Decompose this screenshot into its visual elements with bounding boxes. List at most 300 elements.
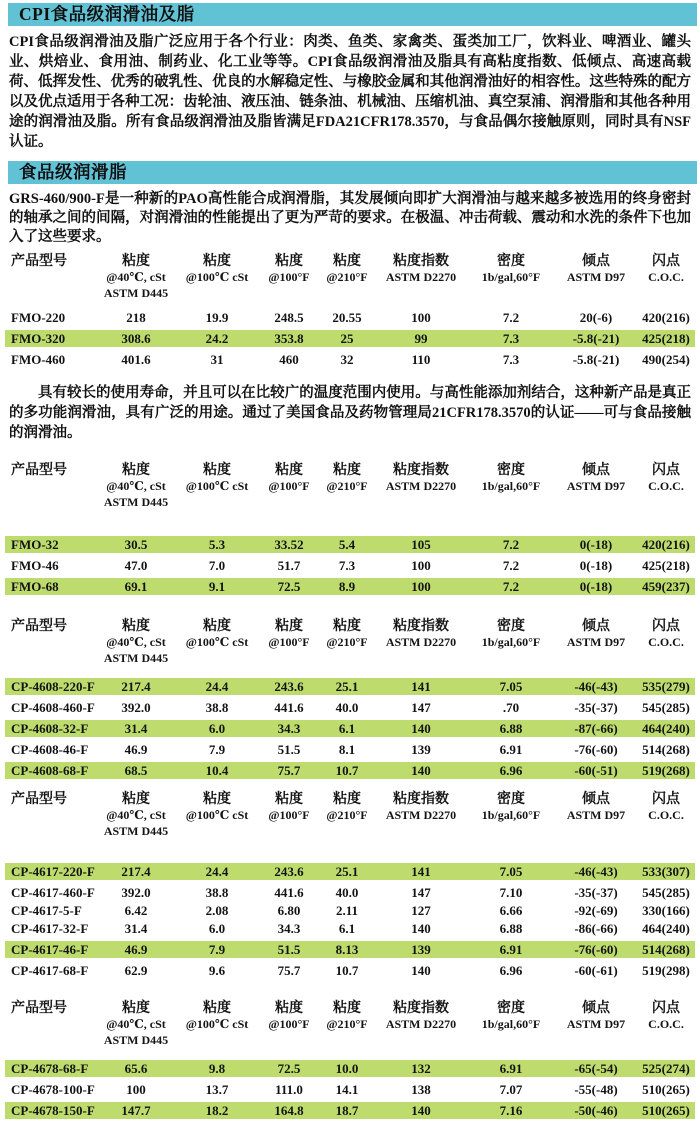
value-cell: 490(254) [642, 352, 690, 367]
col-header: C.O.C. [648, 1016, 684, 1031]
table-row-CP-4678-100-F [5, 1081, 695, 1098]
product-model: FMO-32 [11, 537, 59, 552]
table-header [0, 459, 700, 510]
value-cell: 6.0 [208, 921, 226, 936]
table-row-CP-4608-32-F [5, 720, 695, 737]
value-cell: 7.2 [502, 558, 520, 573]
col-header: ASTM D2270 [385, 634, 457, 649]
col-header: 密度 [497, 253, 525, 269]
value-cell: -55(-48) [574, 1082, 618, 1097]
value-cell: 38.8 [205, 700, 229, 715]
value-cell: -60(-61) [574, 963, 618, 978]
product-model: CP-4678-68-F [11, 1061, 89, 1076]
col-header: @100°F [268, 269, 310, 284]
col-header: ASTM D445 [103, 1032, 169, 1047]
product-model: CP-4617-32-F [11, 921, 89, 936]
header-line-3 [5, 650, 695, 666]
product-model: CP-4617-460-F [11, 885, 95, 900]
value-cell: 353.8 [274, 331, 304, 346]
header-line-3 [5, 285, 695, 301]
value-cell: 147.7 [121, 1103, 151, 1118]
value-cell: 65.6 [124, 1061, 148, 1076]
col-header: @100°F [268, 807, 310, 822]
table-row-CP-4678-150-F [5, 1102, 695, 1119]
col-header: 粘度指数 [393, 618, 449, 634]
header-line-2 [5, 1016, 695, 1032]
col-header: @100℃ cSt [185, 478, 249, 493]
value-cell: 2.11 [335, 903, 359, 918]
value-cell: 6.96 [499, 763, 523, 778]
table-row-FMO-46 [5, 557, 695, 574]
value-cell: 31 [210, 352, 224, 367]
header-line-1 [5, 250, 695, 269]
value-cell: 464(240) [642, 721, 690, 736]
col-header: 1b/gal,60°F [481, 478, 541, 493]
spec-table-cp4608 [0, 615, 700, 779]
product-model: FMO-68 [11, 579, 59, 594]
value-cell: 7.2 [502, 310, 520, 325]
product-col-header: 产品型号 [11, 462, 67, 478]
table-row-FMO-460 [5, 351, 695, 368]
header-line-2 [5, 634, 695, 650]
col-header: ASTM D2270 [385, 1016, 457, 1031]
col-header: 粘度 [122, 618, 150, 634]
section-banner-grease [8, 161, 697, 184]
value-cell: 519(298) [642, 963, 690, 978]
value-cell: 69.1 [124, 579, 148, 594]
value-cell: 38.8 [205, 885, 229, 900]
col-header: @210°F [326, 807, 368, 822]
section-title-main: CPI食品级润滑油及脂 [19, 4, 195, 24]
table-row-FMO-220 [5, 309, 695, 326]
value-cell: 100 [411, 558, 431, 573]
value-cell: 139 [411, 942, 431, 957]
col-header: @100℃ cSt [185, 1016, 249, 1031]
col-header: 1b/gal,60°F [481, 634, 541, 649]
value-cell: 9.1 [208, 579, 226, 594]
value-cell: 141 [411, 679, 431, 694]
value-cell: 10.4 [205, 763, 229, 778]
value-cell: 6.80 [277, 903, 301, 918]
value-cell: 441.6 [274, 885, 304, 900]
value-cell: 140 [411, 1103, 431, 1118]
product-model: CP-4608-220-F [11, 679, 95, 694]
value-cell: 6.91 [499, 1061, 523, 1076]
value-cell: -35(-37) [574, 885, 618, 900]
col-header: 闪点 [652, 618, 680, 634]
value-cell: 6.1 [338, 721, 356, 736]
table-header [0, 788, 700, 839]
product-model: CP-4608-68-F [11, 763, 89, 778]
value-cell: -46(-43) [574, 864, 618, 879]
value-cell: 19.9 [205, 310, 229, 325]
value-cell: 243.6 [274, 679, 304, 694]
col-header: 倾点 [582, 1000, 610, 1016]
col-header: @40℃, cSt [106, 269, 166, 284]
value-cell: 7.3 [502, 331, 520, 346]
value-cell: 9.8 [208, 1061, 226, 1076]
value-cell: 10.7 [335, 763, 359, 778]
value-cell: 132 [411, 1061, 431, 1076]
value-cell: 31.4 [124, 721, 148, 736]
product-model: CP-4617-46-F [11, 942, 89, 957]
value-cell: 25.1 [335, 679, 359, 694]
value-cell: 330(166) [642, 903, 690, 918]
value-cell: 13.7 [205, 1082, 229, 1097]
value-cell: 7.05 [499, 864, 523, 879]
table-row-CP-4617-68-F [5, 962, 695, 979]
value-cell: 6.91 [499, 742, 523, 757]
table-row-CP-4617-5-F [5, 902, 695, 919]
product-col-header: 产品型号 [11, 253, 67, 269]
col-header: @210°F [326, 478, 368, 493]
value-cell: 47.0 [124, 558, 148, 573]
table-row-CP-4608-220-F [5, 678, 695, 695]
value-cell: 100 [411, 310, 431, 325]
value-cell: 51.5 [277, 742, 301, 757]
value-cell: 138 [411, 1082, 431, 1097]
product-col-header: 产品型号 [11, 1000, 67, 1016]
value-cell: 147 [411, 700, 431, 715]
table-row-CP-4608-68-F [5, 762, 695, 779]
col-header: ASTM D2270 [385, 269, 457, 284]
value-cell: 105 [411, 537, 431, 552]
table-row-CP-4678-68-F [5, 1060, 695, 1077]
value-cell: -5.8(-21) [572, 331, 620, 346]
value-cell: 10.7 [335, 963, 359, 978]
value-cell: 308.6 [121, 331, 151, 346]
value-cell: 20(-6) [579, 310, 613, 325]
value-cell: 24.2 [205, 331, 229, 346]
value-cell: 392.0 [121, 885, 151, 900]
value-cell: 2.08 [205, 903, 229, 918]
value-cell: 6.91 [499, 942, 523, 957]
value-cell: 401.6 [121, 352, 151, 367]
col-header: 倾点 [582, 791, 610, 807]
value-cell: 5.3 [208, 537, 226, 552]
value-cell: 164.8 [274, 1103, 304, 1118]
table-rows [0, 1060, 700, 1119]
value-cell: 525(274) [642, 1061, 690, 1076]
col-header: 密度 [497, 618, 525, 634]
product-model: CP-4617-5-F [11, 903, 82, 918]
table-row-CP-4617-220-F [5, 863, 695, 880]
col-header: 1b/gal,60°F [481, 807, 541, 822]
product-model: FMO-220 [11, 310, 66, 325]
product-model: CP-4608-46-F [11, 742, 89, 757]
col-header: 粘度 [275, 253, 303, 269]
col-header: ASTM D97 [566, 478, 626, 493]
value-cell: 0(-18) [579, 579, 613, 594]
header-line-3 [5, 823, 695, 839]
value-cell: 7.07 [499, 1082, 523, 1097]
table-header [0, 997, 700, 1048]
value-cell: 7.0 [208, 558, 226, 573]
value-cell: -50(-46) [574, 1103, 618, 1118]
col-header: @100℃ cSt [185, 634, 249, 649]
value-cell: 18.2 [205, 1103, 229, 1118]
value-cell: 25 [340, 331, 354, 346]
value-cell: 217.4 [121, 679, 151, 694]
value-cell: 100 [411, 579, 431, 594]
col-header: ASTM D97 [566, 269, 626, 284]
value-cell: 141 [411, 864, 431, 879]
col-header: 密度 [497, 1000, 525, 1016]
product-col-header: 产品型号 [11, 791, 67, 807]
value-cell: 75.7 [277, 763, 301, 778]
value-cell: 514(268) [642, 742, 690, 757]
header-line-2 [5, 269, 695, 285]
table-row-CP-4617-32-F [5, 920, 695, 937]
value-cell: 5.4 [338, 537, 356, 552]
col-header: 粘度 [122, 462, 150, 478]
header-line-1 [5, 788, 695, 807]
value-cell: 218 [126, 310, 146, 325]
product-model: CP-4608-32-F [11, 721, 89, 736]
col-header: 粘度指数 [393, 253, 449, 269]
value-cell: 243.6 [274, 864, 304, 879]
col-header: 粘度指数 [393, 791, 449, 807]
col-header: ASTM D97 [566, 807, 626, 822]
value-cell: -92(-69) [574, 903, 618, 918]
value-cell: 40.0 [335, 885, 359, 900]
value-cell: 31.4 [124, 921, 148, 936]
col-header: @100°F [268, 478, 310, 493]
col-header: @40℃, cSt [106, 634, 166, 649]
value-cell: 510(265) [642, 1103, 690, 1118]
header-line-1 [5, 997, 695, 1016]
value-cell: 18.7 [335, 1103, 359, 1118]
value-cell: -65(-54) [574, 1061, 618, 1076]
header-line-1 [5, 459, 695, 478]
col-header: 粘度 [333, 1000, 361, 1016]
value-cell: -76(-60) [574, 942, 618, 957]
col-header: 粘度 [333, 618, 361, 634]
col-header: 粘度 [203, 791, 231, 807]
table-row-CP-4617-46-F [5, 941, 695, 958]
grease-paragraph: GRS-460/900-F是一种新的PAO高性能合成润滑脂，其发展倾向即扩大润滑油与越来越多被选用的终身密封的轴承之间的间隔，对润滑油的性能提出了更为严苛的要求。在极温、冲击荷载、震动和水洗的条件下也加入了这些要求。 [9, 191, 691, 245]
value-cell: 545(285) [642, 885, 690, 900]
value-cell: 62.9 [124, 963, 148, 978]
value-cell: 7.2 [502, 579, 520, 594]
value-cell: 464(240) [642, 921, 690, 936]
value-cell: 248.5 [274, 310, 304, 325]
value-cell: 514(268) [642, 942, 690, 957]
value-cell: 6.42 [124, 903, 148, 918]
value-cell: 7.10 [499, 885, 523, 900]
col-header: 粘度指数 [393, 1000, 449, 1016]
value-cell: 32 [340, 352, 354, 367]
header-line-3 [5, 1032, 695, 1048]
value-cell: 533(307) [642, 864, 690, 879]
value-cell: 25.1 [335, 864, 359, 879]
spec-table-fmo-light [0, 459, 700, 595]
value-cell: 6.88 [499, 921, 523, 936]
value-cell: 420(216) [642, 537, 690, 552]
product-model: CP-4678-150-F [11, 1103, 95, 1118]
col-header: 粘度 [203, 1000, 231, 1016]
section-banner-main [8, 3, 697, 26]
value-cell: 420(216) [642, 310, 690, 325]
col-header: 粘度 [122, 791, 150, 807]
product-model: CP-4617-68-F [11, 963, 89, 978]
value-cell: 425(218) [642, 558, 690, 573]
value-cell: 0(-18) [579, 558, 613, 573]
value-cell: 46.9 [124, 742, 148, 757]
table-row-CP-4617-460-F [5, 884, 695, 901]
section-title-grease: 食品级润滑脂 [19, 162, 127, 182]
col-header: @100°F [268, 1016, 310, 1031]
value-cell: 392.0 [121, 700, 151, 715]
product-model: CP-4608-460-F [11, 700, 95, 715]
col-header: 粘度 [122, 1000, 150, 1016]
col-header: 粘度指数 [393, 462, 449, 478]
col-header: ASTM D97 [566, 634, 626, 649]
spec-table-cp4617 [0, 788, 700, 979]
value-cell: 7.3 [338, 558, 356, 573]
header-line-3 [5, 494, 695, 510]
value-cell: 30.5 [124, 537, 148, 552]
value-cell: 7.16 [499, 1103, 523, 1118]
value-cell: 24.4 [205, 864, 229, 879]
table-row-FMO-32 [5, 536, 695, 553]
col-header: ASTM D2270 [385, 478, 457, 493]
value-cell: 40.0 [335, 700, 359, 715]
col-header: 倾点 [582, 253, 610, 269]
value-cell: 6.96 [499, 963, 523, 978]
value-cell: 6.66 [499, 903, 523, 918]
value-cell: 7.9 [208, 942, 226, 957]
value-cell: 441.6 [274, 700, 304, 715]
col-header: @40℃, cSt [106, 478, 166, 493]
value-cell: 519(268) [642, 763, 690, 778]
col-header: C.O.C. [648, 269, 684, 284]
header-line-1 [5, 615, 695, 634]
value-cell: 110 [411, 352, 431, 367]
table-header [0, 615, 700, 666]
col-header: ASTM D445 [103, 285, 169, 300]
col-header: 密度 [497, 791, 525, 807]
value-cell: 111.0 [275, 1082, 303, 1097]
col-header: ASTM D445 [103, 494, 169, 509]
col-header: @100°F [268, 634, 310, 649]
value-cell: 7.05 [499, 679, 523, 694]
col-header: 粘度 [275, 618, 303, 634]
col-header: 闪点 [652, 253, 680, 269]
table-rows [0, 678, 700, 779]
col-header: 粘度 [275, 791, 303, 807]
table-rows [0, 309, 700, 368]
col-header: C.O.C. [648, 634, 684, 649]
value-cell: 46.9 [124, 942, 148, 957]
value-cell: 7.9 [208, 742, 226, 757]
value-cell: -87(-66) [574, 721, 618, 736]
col-header: C.O.C. [648, 807, 684, 822]
value-cell: 7.3 [502, 352, 520, 367]
value-cell: 100 [126, 1082, 146, 1097]
value-cell: -86(-66) [574, 921, 618, 936]
value-cell: 8.9 [338, 579, 356, 594]
col-header: ASTM D2270 [385, 807, 457, 822]
value-cell: 99 [414, 331, 428, 346]
table-rows [0, 536, 700, 595]
col-header: 粘度 [122, 253, 150, 269]
col-header: @100℃ cSt [185, 807, 249, 822]
col-header: 粘度 [333, 253, 361, 269]
value-cell: 139 [411, 742, 431, 757]
value-cell: 140 [411, 763, 431, 778]
value-cell: -35(-37) [574, 700, 618, 715]
value-cell: 10.0 [335, 1061, 359, 1076]
value-cell: 6.0 [208, 721, 226, 736]
value-cell: 140 [411, 963, 431, 978]
col-header: 1b/gal,60°F [481, 269, 541, 284]
header-line-2 [5, 807, 695, 823]
value-cell: -46(-43) [574, 679, 618, 694]
col-header: 倾点 [582, 618, 610, 634]
col-header: @40℃, cSt [106, 1016, 166, 1031]
col-header: ASTM D97 [566, 1016, 626, 1031]
value-cell: 140 [411, 921, 431, 936]
value-cell: 24.4 [205, 679, 229, 694]
value-cell: 51.7 [277, 558, 301, 573]
col-header: 闪点 [652, 1000, 680, 1016]
value-cell: 147 [411, 885, 431, 900]
value-cell: 0(-18) [579, 537, 613, 552]
col-header: 粘度 [275, 462, 303, 478]
product-model: CP-4678-100-F [11, 1082, 95, 1097]
value-cell: 460 [279, 352, 299, 367]
product-model: FMO-320 [11, 331, 66, 346]
value-cell: 127 [411, 903, 431, 918]
col-header: 粘度 [203, 618, 231, 634]
table-row-CP-4608-460-F [5, 699, 695, 716]
product-model: FMO-460 [11, 352, 66, 367]
value-cell: 425(218) [642, 331, 690, 346]
product-model: CP-4617-220-F [11, 864, 95, 879]
col-header: @100℃ cSt [185, 269, 249, 284]
spec-table-cp4678 [0, 997, 700, 1119]
value-cell: -5.8(-21) [572, 352, 620, 367]
table-rows [0, 863, 700, 979]
product-model: FMO-46 [11, 558, 59, 573]
col-header: 闪点 [652, 462, 680, 478]
value-cell: 51.5 [277, 942, 301, 957]
value-cell: 6.88 [499, 721, 523, 736]
col-header: 粘度 [333, 791, 361, 807]
value-cell: 20.55 [332, 310, 362, 325]
value-cell: 14.1 [335, 1082, 359, 1097]
col-header: 粘度 [203, 253, 231, 269]
value-cell: 6.1 [338, 921, 356, 936]
col-header: @210°F [326, 1016, 368, 1031]
col-header: 1b/gal,60°F [481, 1016, 541, 1031]
col-header: ASTM D445 [103, 650, 169, 665]
table-row-CP-4608-46-F [5, 741, 695, 758]
value-cell: .70 [502, 700, 520, 715]
value-cell: 535(279) [642, 679, 690, 694]
col-header: 倾点 [582, 462, 610, 478]
value-cell: 72.5 [277, 1061, 301, 1076]
col-header: 粘度 [275, 1000, 303, 1016]
col-header: 粘度 [203, 462, 231, 478]
value-cell: 545(285) [642, 700, 690, 715]
product-col-header: 产品型号 [11, 618, 67, 634]
table-header [0, 250, 700, 301]
value-cell: 8.13 [335, 942, 359, 957]
col-header: C.O.C. [648, 478, 684, 493]
table-row-FMO-320 [5, 330, 695, 347]
